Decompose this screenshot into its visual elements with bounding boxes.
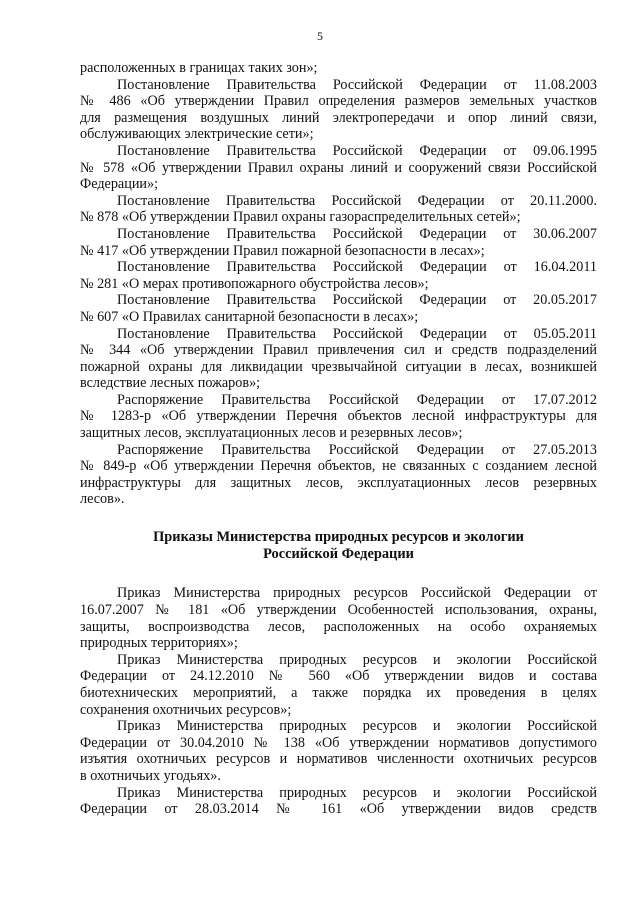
text-line: Постановление Правительства Российской Федерации от 30.06.2007 (117, 225, 597, 242)
text-line: № 578 «Об утверждении Правил охраны линий и сооружений связи Российской (80, 159, 597, 176)
text-line: пожарной охраны для ликвидации чрезвычайной ситуации в лесах, возникшей (80, 358, 597, 375)
text-line: № 849-р «Об утверждении Перечня объектов, не связанных с созданием лесной (80, 458, 597, 475)
text-line: Приказ Министерства природных ресурсов и экологии Российской (117, 651, 597, 668)
text-line: № 1283-р «Об утверждении Перечня объектов лесной инфраструктуры для (80, 408, 597, 425)
text-line: Постановление Правительства Российской Федерации от 05.05.2011 (117, 325, 597, 342)
text-line: Распоряжение Правительства Российской Федерации от 27.05.2013 (117, 441, 597, 458)
text-line: Постановление Правительства Российской Федерации от 16.04.2011 (117, 259, 597, 276)
text-line: Постановление Правительства Российской Федерации от 11.08.2003 (117, 76, 597, 93)
text-line: природных территориях»; (80, 635, 238, 652)
text-line: Постановление Правительства Российской Федерации от 20.11.2000. (117, 192, 597, 209)
text-line: расположенных в границах таких зон»; (80, 60, 318, 76)
text-line: изъятия охотничьих ресурсов и нормативов численности охотничьих ресурсов (80, 751, 597, 768)
text-line: защиты, воспроизводства лесов, расположенных на особо охраняемых (80, 618, 597, 635)
regulations-list (80, 60, 597, 508)
text-line: вследствие лесных пожаров»; (80, 375, 261, 392)
text-line: Приказ Министерства природных ресурсов и экологии Российской (117, 718, 597, 735)
text-line: сохранения охотничьих ресурсов»; (80, 701, 292, 718)
text-line: для размещения воздушных линий электропередачи и опор линий связи, (80, 109, 597, 126)
text-line: № 417 «Об утверждении Правил пожарной безопасности в лесах»; (80, 242, 485, 259)
text-line: Приказ Министерства природных ресурсов Российской Федерации от (117, 585, 597, 602)
text-line: № 281 «О мерах противопожарного обустройства лесов»; (80, 275, 429, 292)
text-line: Постановление Правительства Российской Федерации от 20.05.2017 (117, 292, 597, 309)
document-body (80, 60, 597, 818)
text-line: № 486 «Об утверждении Правил определения размеров земельных участков (80, 93, 597, 110)
section-heading (80, 529, 597, 563)
text-line: № 607 «О Правилах санитарной безопасности в лесах»; (80, 308, 419, 325)
text-line: Федерации от 24.12.2010 № 560 «Об утверждении видов и состава (80, 668, 597, 685)
orders-list (80, 585, 597, 817)
text-line: защитных лесов, эксплуатационных лесов и резервных лесов»; (80, 425, 463, 442)
text-line: лесов». (80, 491, 125, 508)
text-line: 16.07.2007 № 181 «Об утверждении Особенностей использования, охраны, (80, 602, 597, 619)
text-line: Федерации от 28.03.2014 № 161 «Об утверждении видов средств (80, 801, 597, 818)
heading-line: Российской Федерации (263, 546, 414, 563)
heading-line: Приказы Министерства природных ресурсов и экологии (153, 529, 524, 546)
text-line: Федерации»; (80, 176, 159, 193)
text-line: инфраструктуры для защитных лесов, эксплуатационных лесов резервных (80, 474, 597, 491)
text-line: биотехнических мероприятий, а также порядка их проведения в целях (80, 685, 597, 701)
text-line: Федерации от 30.04.2010 № 138 «Об утверждении нормативов допустимого (80, 734, 597, 751)
text-line: обслуживающих электрические сети»; (80, 126, 314, 143)
text-line: Распоряжение Правительства Российской Федерации от 17.07.2012 (117, 391, 597, 408)
page-number: 5 (317, 29, 323, 43)
text-line: Приказ Министерства природных ресурсов и экологии Российской (117, 784, 597, 801)
text-line: № 344 «Об утверждении Правил привлечения сил и средств подразделений (80, 342, 597, 359)
text-line: № 878 «Об утверждении Правил охраны газораспределительных сетей»; (80, 209, 521, 226)
text-line: Постановление Правительства Российской Федерации от 09.06.1995 (117, 142, 597, 159)
text-line: в охотничьих угодьях». (80, 767, 221, 784)
